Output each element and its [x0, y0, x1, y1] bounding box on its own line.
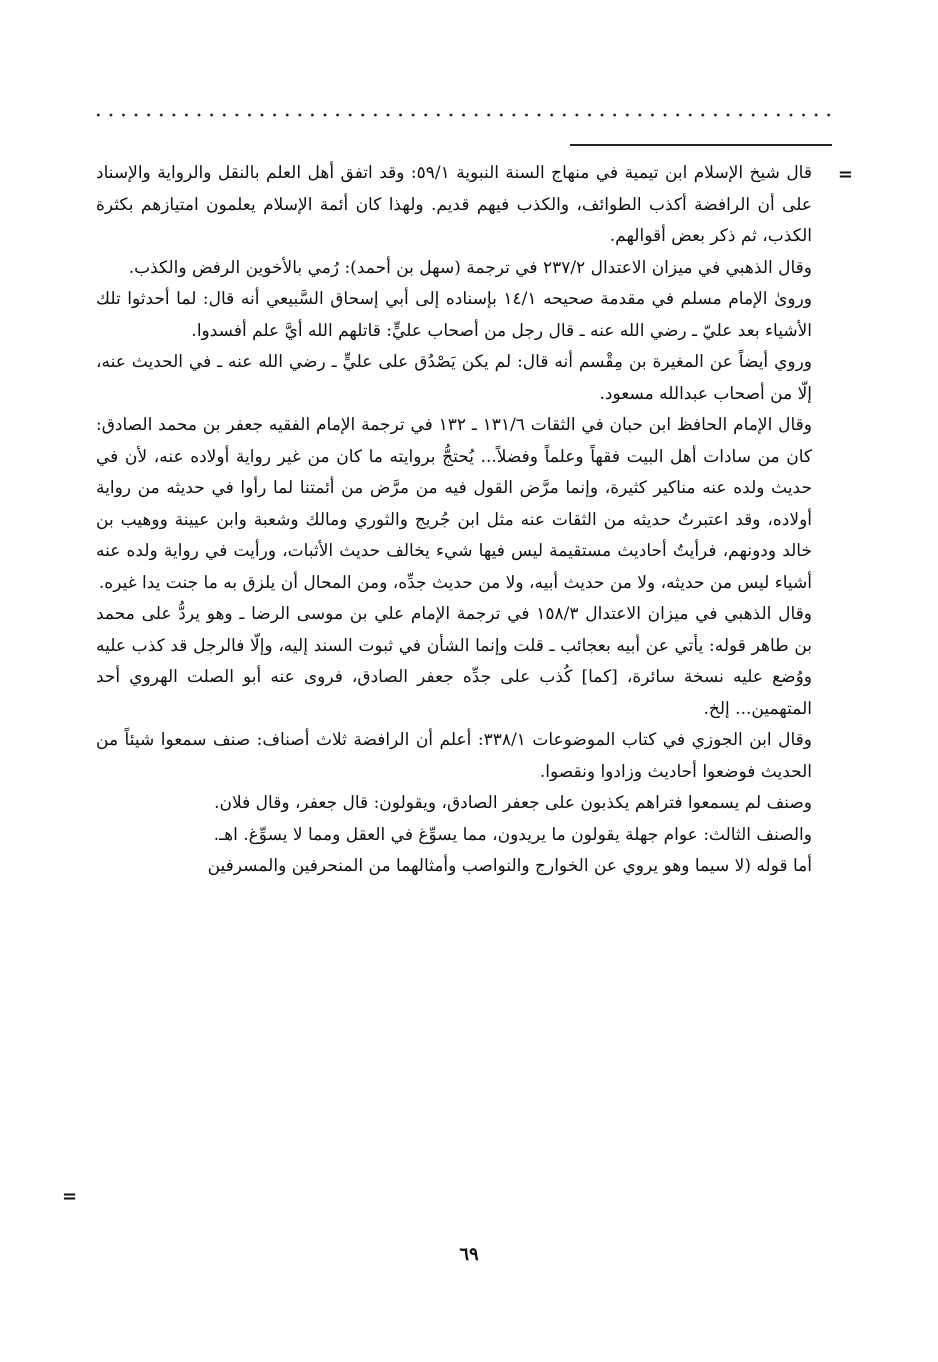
paragraph: أما قوله (لا سيما وهو يروي عن الخوارج والنواصب وأمثالهما من المنحرفين والمسرفين: [207, 856, 812, 876]
paragraph: والصنف الثالث: عوام جهلة يقولون ما يريدون، مما يسوِّغ في العقل ومما لا يسوِّغ. اهـ.: [213, 824, 812, 845]
page-number: ٦٩: [459, 1244, 479, 1265]
paragraph: وروىٰ الإمام مسلم في مقدمة صحيحه ١٤/١ بإسناده إلى أبي إسحاق السَّبيعي أنه قال: لما أحدثوا تلك الأشياء بعد عليّ ـ رضي الله عنه ـ قال رجل من أصحاب عليٍّ: قاتلهم الله أيَّ علم أفسدوا.: [96, 289, 812, 341]
footnote-rule: [570, 144, 832, 146]
paragraph: وقال الذهبي في ميزان الاعتدال ٢٣٧/٢ في ترجمة (سهل بن أحمد): رُمي بالأخوين الرفض والكذب.: [128, 257, 812, 278]
continuation-marker-bottom: =: [62, 1186, 78, 1207]
paragraph: وقال الإمام الحافظ ابن حبان في الثقات ١٣١/٦ ـ ١٣٢ في ترجمة الإمام الفقيه جعفر بن محمد الصادق: كان من سادات أهل البيت فقهاً وعلماً وفضلاً... يُحتجُّ بروايته ما كان من غير رواية أولاده عنه، لأن في حديث ولده عنه مناكير كثيرة، وإنما مرَّض القول فيه من مرَّض من أئمتنا لما رأوا في حديثه من رواية أولاده، وقد اعتبرتُ حديثه من الثقات عنه مثل ابن جُريج والثوري ومالك وشعبة وابن عيينة ووهيب بن خالد ودونهم، فرأيتُ أحاديث مستقيمة ليس فيها شيء يخالف حديث الأثبات، ورأيت في رواية ولده عنه أشياء ليس من حديثه، ولا من حديث أبيه، ولا من حديث جدِّه، ومن المحال أن يلزق به ما جنت يدا غيره.: [96, 415, 812, 593]
dotted-separator: [92, 107, 834, 123]
paragraph: وقال الذهبي في ميزان الاعتدال ١٥٨/٣ في ترجمة الإمام علي بن موسى الرضا ـ وهو يردُّ على محمد بن طاهر قوله: يأتي عن أبيه بعجائب ـ قلت وإنما الشأن في ثبوت السند إليه، وإلّا فالرجل قد كذب عليه ووُضع عليه نسخة سائرة، [كما] كُذب على جدِّه جعفر الصادق، فروى عنه أبو الصلت الهروي أحد المتهمين... إلخ.: [96, 604, 812, 719]
paragraph: وصنف لم يسمعوا فتراهم يكذبون على جعفر الصادق، ويقولون: قال جعفر، وقال فلان.: [214, 793, 812, 813]
paragraph: وقال ابن الجوزي في كتاب الموضوعات ٣٣٨/١: أعلم أن الرافضة ثلاث أصناف: صنف سمعوا شيئاً من الحديث فوضعوا أحاديث وزادوا ونقصوا.: [96, 730, 812, 782]
continuation-marker-top: =: [837, 164, 853, 185]
paragraph: وروي أيضاً عن المغيرة بن مِقْسم أنه قال: لم يكن يَصْدُق على عليٍّ ـ رضي الله عنه ـ في الحديث عنه، إلّا من أصحاب عبدالله مسعود.: [96, 352, 812, 404]
footnote-text: [96, 158, 812, 883]
paragraph: قال شيخ الإسلام ابن تيمية في منهاج السنة النبوية ٥٩/١: وقد اتفق أهل العلم بالنقل والرواية والإسناد على أن الرافضة أكذب الطوائف، والكذب فيهم قديم. ولهذا كان أئمة الإسلام يعلمون امتيازهم بكثرة الكذب، ثم ذكر بعض أقوالهم.: [96, 163, 812, 246]
